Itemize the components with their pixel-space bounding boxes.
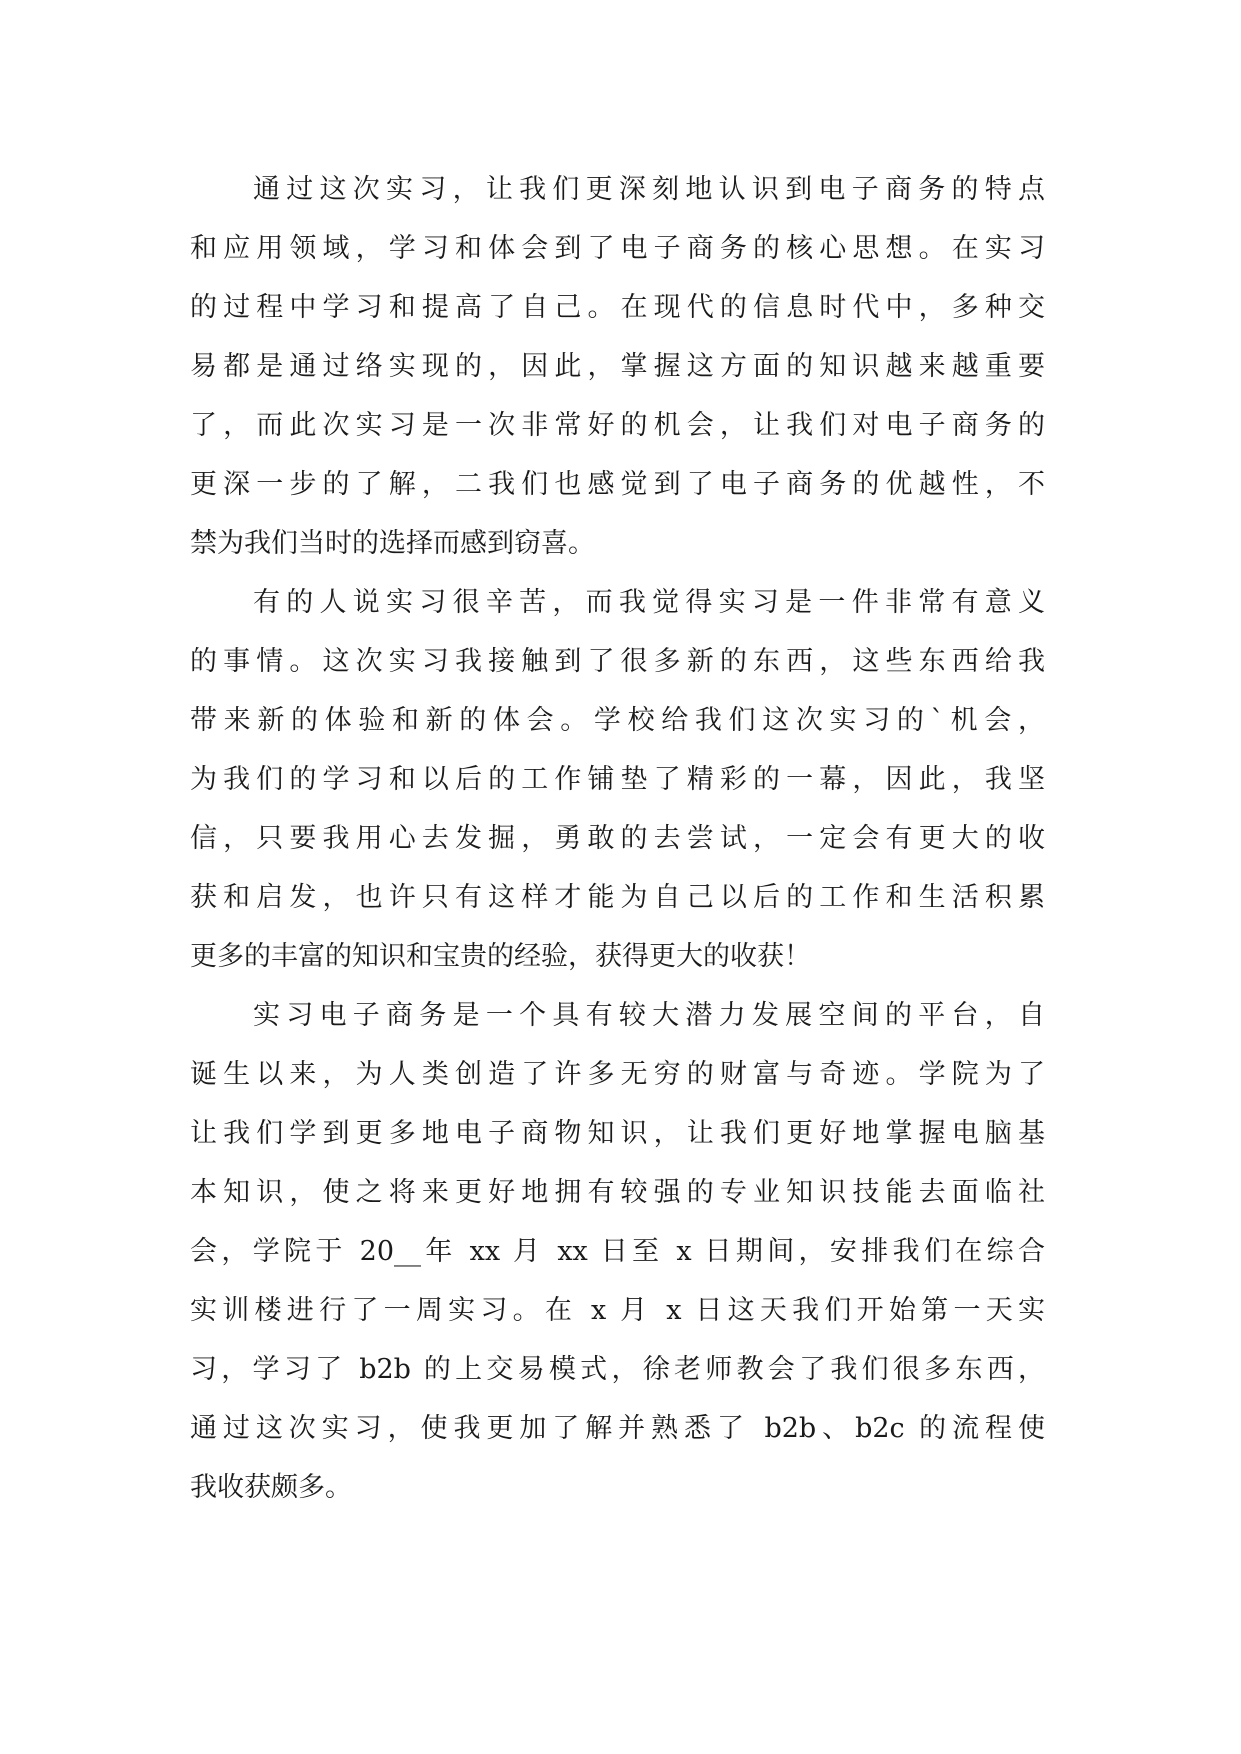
paragraph-line: 实习电子商务是一个具有较大潜力发展空间的平台，自 xyxy=(253,1000,1045,1031)
paragraph-line: 我收获颇多。 xyxy=(190,1472,352,1503)
paragraph-line: 让我们学到更多地电子商物知识，让我们更好地掌握电脑基 xyxy=(190,1118,1045,1149)
paragraph-line: 易都是通过络实现的，因此，掌握这方面的知识越来越重要 xyxy=(190,351,1045,382)
paragraph-line: 的过程中学习和提高了自己。在现代的信息时代中，多种交 xyxy=(190,292,1045,323)
paragraph-line: 有的人说实习很辛苦，而我觉得实习是一件非常有意义 xyxy=(253,587,1045,618)
paragraph-line: 本知识，使之将来更好地拥有较强的专业知识技能去面临社 xyxy=(190,1177,1045,1208)
paragraph-line: 了，而此次实习是一次非常好的机会，让我们对电子商务的 xyxy=(190,410,1045,441)
document-body xyxy=(190,160,1045,1517)
paragraph-3 xyxy=(190,986,1045,1517)
paragraph-line: 的事情。这次实习我接触到了很多新的东西，这些东西给我 xyxy=(190,646,1045,677)
paragraph-line: 习，学习了 b2b 的上交易模式，徐老师教会了我们很多东西， xyxy=(190,1354,1045,1385)
paragraph-line: 禁为我们当时的选择而感到窃喜。 xyxy=(190,528,595,559)
paragraph-line: 会，学院于 20__年 xx 月 xx 日至 x 日期间，安排我们在综合 xyxy=(190,1236,1045,1267)
paragraph-line: 和应用领域，学习和体会到了电子商务的核心思想。在实习 xyxy=(190,233,1045,264)
paragraph-1 xyxy=(190,160,1045,573)
paragraph-line: 信，只要我用心去发掘，勇敢的去尝试，一定会有更大的收 xyxy=(190,823,1045,854)
paragraph-line: 通过这次实习，让我们更深刻地认识到电子商务的特点 xyxy=(253,174,1045,205)
paragraph-line: 更深一步的了解，二我们也感觉到了电子商务的优越性，不 xyxy=(190,469,1045,500)
paragraph-line: 带来新的体验和新的体会。学校给我们这次实习的`机会， xyxy=(190,705,1045,736)
paragraph-2 xyxy=(190,573,1045,986)
paragraph-line: 为我们的学习和以后的工作铺垫了精彩的一幕，因此，我坚 xyxy=(190,764,1045,795)
paragraph-line: 通过这次实习，使我更加了解并熟悉了 b2b、b2c 的流程使 xyxy=(190,1413,1045,1444)
paragraph-line: 诞生以来，为人类创造了许多无穷的财富与奇迹。学院为了 xyxy=(190,1059,1045,1090)
paragraph-line: 实训楼进行了一周实习。在 x 月 x 日这天我们开始第一天实 xyxy=(190,1295,1045,1326)
paragraph-line: 获和启发，也许只有这样才能为自己以后的工作和生活积累 xyxy=(190,882,1045,913)
paragraph-line: 更多的丰富的知识和宝贵的经验，获得更大的收获！ xyxy=(190,941,811,972)
